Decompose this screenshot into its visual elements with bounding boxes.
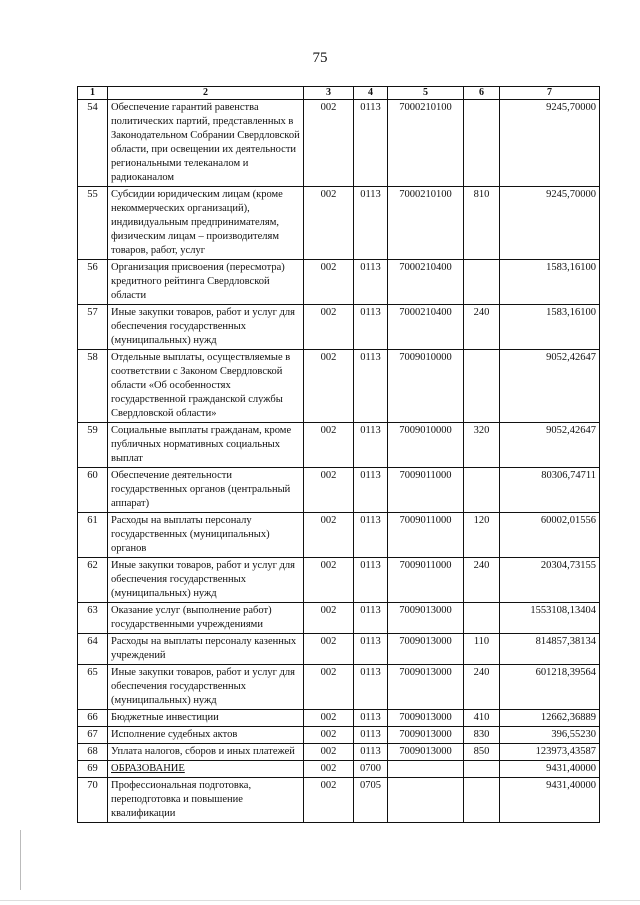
row-ministry-code: 002 (304, 423, 354, 468)
row-expense-type: 830 (464, 727, 500, 744)
row-number: 61 (78, 513, 108, 558)
row-amount: 9431,40000 (500, 778, 600, 823)
row-ministry-code: 002 (304, 727, 354, 744)
row-amount: 20304,73155 (500, 558, 600, 603)
row-target-code: 7009010000 (388, 423, 464, 468)
table-row (78, 558, 600, 603)
row-amount: 9245,70000 (500, 187, 600, 260)
row-ministry-code: 002 (304, 665, 354, 710)
row-section-code: 0113 (354, 710, 388, 727)
row-expense-type: 410 (464, 710, 500, 727)
col-header: 3 (304, 87, 354, 100)
row-target-code: 7000210100 (388, 100, 464, 187)
row-target-code: 7009013000 (388, 665, 464, 710)
table-row (78, 665, 600, 710)
row-amount: 1583,16100 (500, 305, 600, 350)
row-amount: 1553108,13404 (500, 603, 600, 634)
row-name: Социальные выплаты гражданам, кроме публичных нормативных социальных выплат (108, 423, 304, 468)
row-amount: 123973,43587 (500, 744, 600, 761)
table-row (78, 513, 600, 558)
row-target-code: 7000210100 (388, 187, 464, 260)
row-ministry-code: 002 (304, 260, 354, 305)
table-row (78, 710, 600, 727)
table-row (78, 260, 600, 305)
row-name: Оказание услуг (выполнение работ) государственными учреждениями (108, 603, 304, 634)
row-name: Расходы на выплаты персоналу государственных (муниципальных) органов (108, 513, 304, 558)
row-amount: 9052,42647 (500, 350, 600, 423)
row-section-code: 0113 (354, 260, 388, 305)
row-amount: 9052,42647 (500, 423, 600, 468)
row-target-code: 7009013000 (388, 710, 464, 727)
row-expense-type (464, 468, 500, 513)
row-target-code: 7009013000 (388, 634, 464, 665)
table-row (78, 305, 600, 350)
row-amount: 1583,16100 (500, 260, 600, 305)
row-number: 55 (78, 187, 108, 260)
row-expense-type (464, 778, 500, 823)
table-body (78, 100, 600, 823)
row-section-code: 0700 (354, 761, 388, 778)
row-target-code: 7009013000 (388, 727, 464, 744)
row-name: Обеспечение гарантий равенства политических партий, представленных в Законодательном Собрании Свердловской области, при освещении их деятельности региональными телеканалом и радиоканалом (108, 100, 304, 187)
row-section-code: 0113 (354, 665, 388, 710)
budget-table (77, 86, 600, 823)
row-expense-type: 850 (464, 744, 500, 761)
row-name: Иные закупки товаров, работ и услуг для обеспечения государственных (муниципальных) нужд (108, 305, 304, 350)
row-target-code: 7009011000 (388, 468, 464, 513)
row-ministry-code: 002 (304, 778, 354, 823)
row-name: Организация присвоения (пересмотра) кредитного рейтинга Свердловской области (108, 260, 304, 305)
row-expense-type (464, 100, 500, 187)
row-section-code: 0113 (354, 727, 388, 744)
row-expense-type: 810 (464, 187, 500, 260)
table-row (78, 350, 600, 423)
row-name: Бюджетные инвестиции (108, 710, 304, 727)
row-expense-type: 240 (464, 558, 500, 603)
row-name: Обеспечение деятельности государственных органов (центральный аппарат) (108, 468, 304, 513)
row-target-code (388, 778, 464, 823)
row-expense-type: 120 (464, 513, 500, 558)
row-number: 60 (78, 468, 108, 513)
row-ministry-code: 002 (304, 350, 354, 423)
row-number: 59 (78, 423, 108, 468)
row-amount: 80306,74711 (500, 468, 600, 513)
col-header: 6 (464, 87, 500, 100)
table-row (78, 744, 600, 761)
row-name: Отдельные выплаты, осуществляемые в соответствии с Законом Свердловской области «Об особенностях государственной гражданской службы Свердловской области» (108, 350, 304, 423)
row-amount: 12662,36889 (500, 710, 600, 727)
table-row (78, 761, 600, 778)
scan-edge-mark (20, 830, 21, 890)
row-name: Иные закупки товаров, работ и услуг для обеспечения государственных (муниципальных) нужд (108, 558, 304, 603)
row-target-code: 7009011000 (388, 513, 464, 558)
row-number: 57 (78, 305, 108, 350)
row-expense-type: 240 (464, 305, 500, 350)
row-number: 63 (78, 603, 108, 634)
row-section-code: 0113 (354, 603, 388, 634)
scan-bottom-rule (0, 900, 640, 901)
row-section-code: 0113 (354, 423, 388, 468)
page-number: 75 (312, 50, 328, 66)
table-row (78, 100, 600, 187)
row-number: 67 (78, 727, 108, 744)
col-header: 7 (500, 87, 600, 100)
row-ministry-code: 002 (304, 761, 354, 778)
col-header: 4 (354, 87, 388, 100)
row-name: ОБРАЗОВАНИЕ (108, 761, 304, 778)
row-expense-type: 110 (464, 634, 500, 665)
table-row (78, 468, 600, 513)
row-ministry-code: 002 (304, 305, 354, 350)
row-name: Субсидии юридическим лицам (кроме некоммерческих организаций), индивидуальным предпринимателям, физическим лицам – производителям товаров, работ, услуг (108, 187, 304, 260)
row-section-code: 0705 (354, 778, 388, 823)
row-target-code: 7009013000 (388, 603, 464, 634)
row-number: 68 (78, 744, 108, 761)
row-target-code: 7000210400 (388, 305, 464, 350)
row-section-code: 0113 (354, 305, 388, 350)
row-expense-type (464, 603, 500, 634)
row-name: Иные закупки товаров, работ и услуг для обеспечения государственных (муниципальных) нужд (108, 665, 304, 710)
row-ministry-code: 002 (304, 558, 354, 603)
row-section-code: 0113 (354, 468, 388, 513)
row-number: 56 (78, 260, 108, 305)
row-expense-type (464, 260, 500, 305)
row-amount: 814857,38134 (500, 634, 600, 665)
row-section-code: 0113 (354, 744, 388, 761)
row-section-code: 0113 (354, 558, 388, 603)
row-section-code: 0113 (354, 350, 388, 423)
table-row (78, 778, 600, 823)
row-number: 69 (78, 761, 108, 778)
row-ministry-code: 002 (304, 603, 354, 634)
row-number: 66 (78, 710, 108, 727)
row-amount: 601218,39564 (500, 665, 600, 710)
row-ministry-code: 002 (304, 744, 354, 761)
table-row (78, 603, 600, 634)
row-target-code: 7000210400 (388, 260, 464, 305)
row-number: 70 (78, 778, 108, 823)
row-name: Профессиональная подготовка, переподготовка и повышение квалификации (108, 778, 304, 823)
col-header: 5 (388, 87, 464, 100)
row-number: 54 (78, 100, 108, 187)
row-section-code: 0113 (354, 513, 388, 558)
row-section-code: 0113 (354, 187, 388, 260)
row-ministry-code: 002 (304, 634, 354, 665)
row-ministry-code: 002 (304, 100, 354, 187)
row-expense-type: 320 (464, 423, 500, 468)
header-row (78, 87, 600, 100)
col-header: 2 (108, 87, 304, 100)
row-ministry-code: 002 (304, 187, 354, 260)
row-amount: 9245,70000 (500, 100, 600, 187)
row-target-code: 7009011000 (388, 558, 464, 603)
table-row (78, 727, 600, 744)
row-expense-type: 240 (464, 665, 500, 710)
row-target-code (388, 761, 464, 778)
row-name: Исполнение судебных актов (108, 727, 304, 744)
row-number: 64 (78, 634, 108, 665)
col-header: 1 (78, 87, 108, 100)
row-name: Расходы на выплаты персоналу казенных учреждений (108, 634, 304, 665)
table-row (78, 187, 600, 260)
row-section-code: 0113 (354, 100, 388, 187)
row-section-code: 0113 (354, 634, 388, 665)
row-ministry-code: 002 (304, 468, 354, 513)
row-number: 65 (78, 665, 108, 710)
row-amount: 60002,01556 (500, 513, 600, 558)
row-number: 58 (78, 350, 108, 423)
row-expense-type (464, 761, 500, 778)
row-name: Уплата налогов, сборов и иных платежей (108, 744, 304, 761)
row-target-code: 7009010000 (388, 350, 464, 423)
row-expense-type (464, 350, 500, 423)
row-target-code: 7009013000 (388, 744, 464, 761)
table-row (78, 423, 600, 468)
table-row (78, 634, 600, 665)
row-ministry-code: 002 (304, 513, 354, 558)
row-amount: 9431,40000 (500, 761, 600, 778)
row-amount: 396,55230 (500, 727, 600, 744)
row-ministry-code: 002 (304, 710, 354, 727)
row-number: 62 (78, 558, 108, 603)
